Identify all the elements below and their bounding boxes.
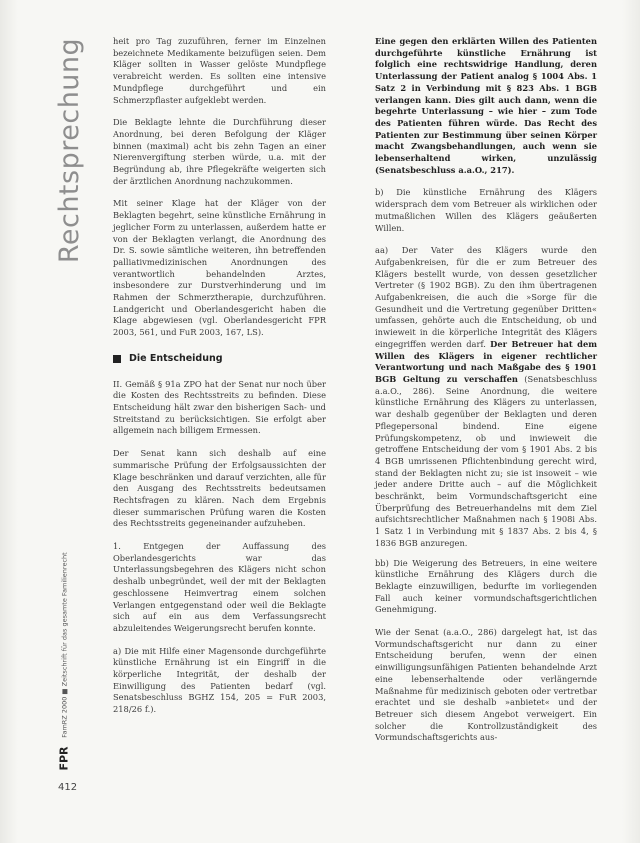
paragraph: b) Die künstliche Ernährung des Klägers widersprach dem vom Betreuer als wirklichen oder mutmaßlichen Willen des Klägers geäußerten Willen. [375,187,597,233]
left-column [113,36,326,727]
right-column [375,36,597,755]
side-title-text: Rechtsprechung [54,37,86,263]
paragraph: Der Senat kann sich deshalb auf eine summarische Prüfung der Erfolgsaussichten der Klage beschränken und darauf verzichten, alle für den Ausgang des Rechtsstreits bedeutsamen Rechtsfragen zu klären. Nach dem Ergebnis dieser summarischen Prüfung waren die Kosten des Rechtsstreits gegeneinander aufzuheben. [113,448,326,529]
paragraph: a) Die mit Hilfe einer Magensonde durchgeführte künstliche Ernährung ist ein Eingriff in die körperliche Integrität, der deshalb der Einwilligung des Patienten bedarf (vgl. Senatsbeschluss BGHZ 154, 205 = FuR 2003, 218/26 f.). [113,645,326,715]
section-side-title [50,30,90,270]
bullet-square-icon [113,355,121,363]
paragraph-emphasized: Eine gegen den erklärten Willen des Patienten durchgeführte künstliche Ernährung ist folglich eine rechtswidrige Handlung, deren Unterlassung der Patient analog § 1004 Abs. 1 Satz 2 in Verbindung mit § 823 Abs. 1 BGB verlangen kann. Dies gilt auch dann, wenn die begehrte Unterlassung – wie hier – zum Tode des Patienten führen würde. Das Recht des Patienten zur Bestimmung über seinen Körper macht Zwangsbehandlungen, auch wenn sie lebenserhaltend wirken, unzulässig (Senatsbeschluss a.a.O., 217). [375,36,597,175]
paragraph: Mit seiner Klage hat der Kläger von der Beklagten begehrt, seine künstliche Ernährung in jeglicher Form zu unterlassen, außerdem hatte er von der Beklagten verlangt, die Anordnung des Dr. S. sowie sämtliche weiteren, ihn betreffenden palliativmedizinischen Anordnungen des verantwortlich behandelnden Arztes, insbesondere zur Durstverhinderung und im Rahmen der Schmerztherapie, durchzuführen. Landgericht und Oberlandesgericht haben die Klage abgewiesen (vgl. Oberlandesgericht FPR 2003, 561, und FuR 2003, 167, LS). [113,198,326,338]
paragraph: Die Beklagte lehnte die Durchführung dieser Anordnung, bei deren Befolgung der Kläger binnen (maximal) acht bis zehn Tagen an einer Nierenvergiftung sterben würde, u.a. mit der Begründung ab, ihre Pflegekräfte weigerten sich der ärztlichen Anordnung nachzukommen. [113,117,326,186]
paragraph-emphasis: Der Betreuer hat dem Willen des Klägers in eigener rechtlicher Verantwortung und nach Maßgabe des § 1901 BGB Geltung zu verschaffen [375,338,597,384]
journal-logo [57,738,71,778]
paragraph: heit pro Tag zuzuführen, ferner im Einzelnen bezeichnete Medikamente beizufügen seien. Dem Kläger sollten in Wasser gelöste Mundpflege verabreicht werden. Es sollten eine intensive Mundpflege durchgeführt und ein Schmerzpflaster aufgeklebt werden. [113,36,326,105]
section-heading [113,353,326,365]
paragraph-text: aa) Der Vater des Klägers wurde den Aufgabenkreisen, für die er zum Betreuer des Klägers bestellt wurde, von dessen gesetzlicher Vertreter (§ 1902 BGB). Zu den ihm übertragenen Aufgabenkreisen, die auch die »Sorge für die Gesundheit und die Vertretung gegenüber Dritten« umfassen, gehörte auch die Entscheidung, ob und inwieweit in die körperliche Integrität des Klägers eingegriffen werden darf. [375,245,597,349]
journal-text: FamRZ 2000 ■ Zeitschrift für das gesamte Familienrecht [61,552,69,738]
paragraph: Wie der Senat (a.a.O., 286) dargelegt hat, ist das Vormundschaftsgericht nur dann zu einer Entscheidung berufen, wenn der einen einwilligungsunfähigen Patienten behandelnde Arzt eine lebenserhaltende oder verlängernde Maßnahme für medizinisch geboten oder vertretbar erachtet und sie deshalb »anbietet« und der Betreuer sich diesem Angebot verweigert. Ein solcher die Kontrollzuständigkeit des Vormundschaftsgerichts aus- [375,627,597,743]
paragraph [375,245,597,549]
paragraph: 1. Entgegen der Auffassung des Oberlandesgerichts war das Unterlassungsbegehren des Klägers nicht schon deshalb unbegründet, weil der mit der Beklagten geschlossene Heimvertrag einem solchen Verlangen entgegenstand oder weil die Beklagte sich auf ein aus dem Verfassungsrecht abzuleitendes Weigerungsrecht berufen konnte. [113,541,326,633]
paragraph-text-continued: (Senatsbeschluss a.a.O., 286). Seine Anordnung, die weitere künstliche Ernährung des Klägers zu unterlassen, war deshalb gegenüber der Beklagten und deren Pflegepersonal bindend. Eine eigene Prüfungskompetenz, ob und inwieweit die getroffene Entscheidung der vom § 1901 Abs. 2 bis 4 BGB umrissenen Pflichtenbindung gerecht wird, stand der Beklagten nicht zu; sie ist insoweit – wie jeder andere Dritte auch – auf die Möglichkeit beschränkt, beim Vormundschaftsgericht eine Überprüfung des Betreuerhandelns mit dem Ziel aufsichtsrechtlicher Maßnahmen nach § 1908i Abs. 1 Satz 1 in Verbindung mit § 1837 Abs. 2 bis 4, § 1836 BGB anzuregen. [375,373,597,548]
journal-logo-text: FPR [57,745,71,771]
page-number: 412 [58,782,78,793]
journal-running-header [58,552,72,738]
paragraph: II. Gemäß § 91a ZPO hat der Senat nur noch über die Kosten des Rechtsstreits zu befinden. Diese Entscheidung hält zwar den bisherigen Sach- und Streitstand zu berücksichtigen. Sie erfolgt aber allgemein nach billigem Ermessen. [113,378,326,436]
section-heading-text: Die Entscheidung [129,352,223,364]
paragraph: bb) Die Weigerung des Betreuers, in eine weitere künstliche Ernährung des Klägers durch die Beklagte einzuwilligen, bedurfte im vorliegenden Fall auch keiner vormundschaftsgerichtlichen Genehmigung. [375,557,597,615]
